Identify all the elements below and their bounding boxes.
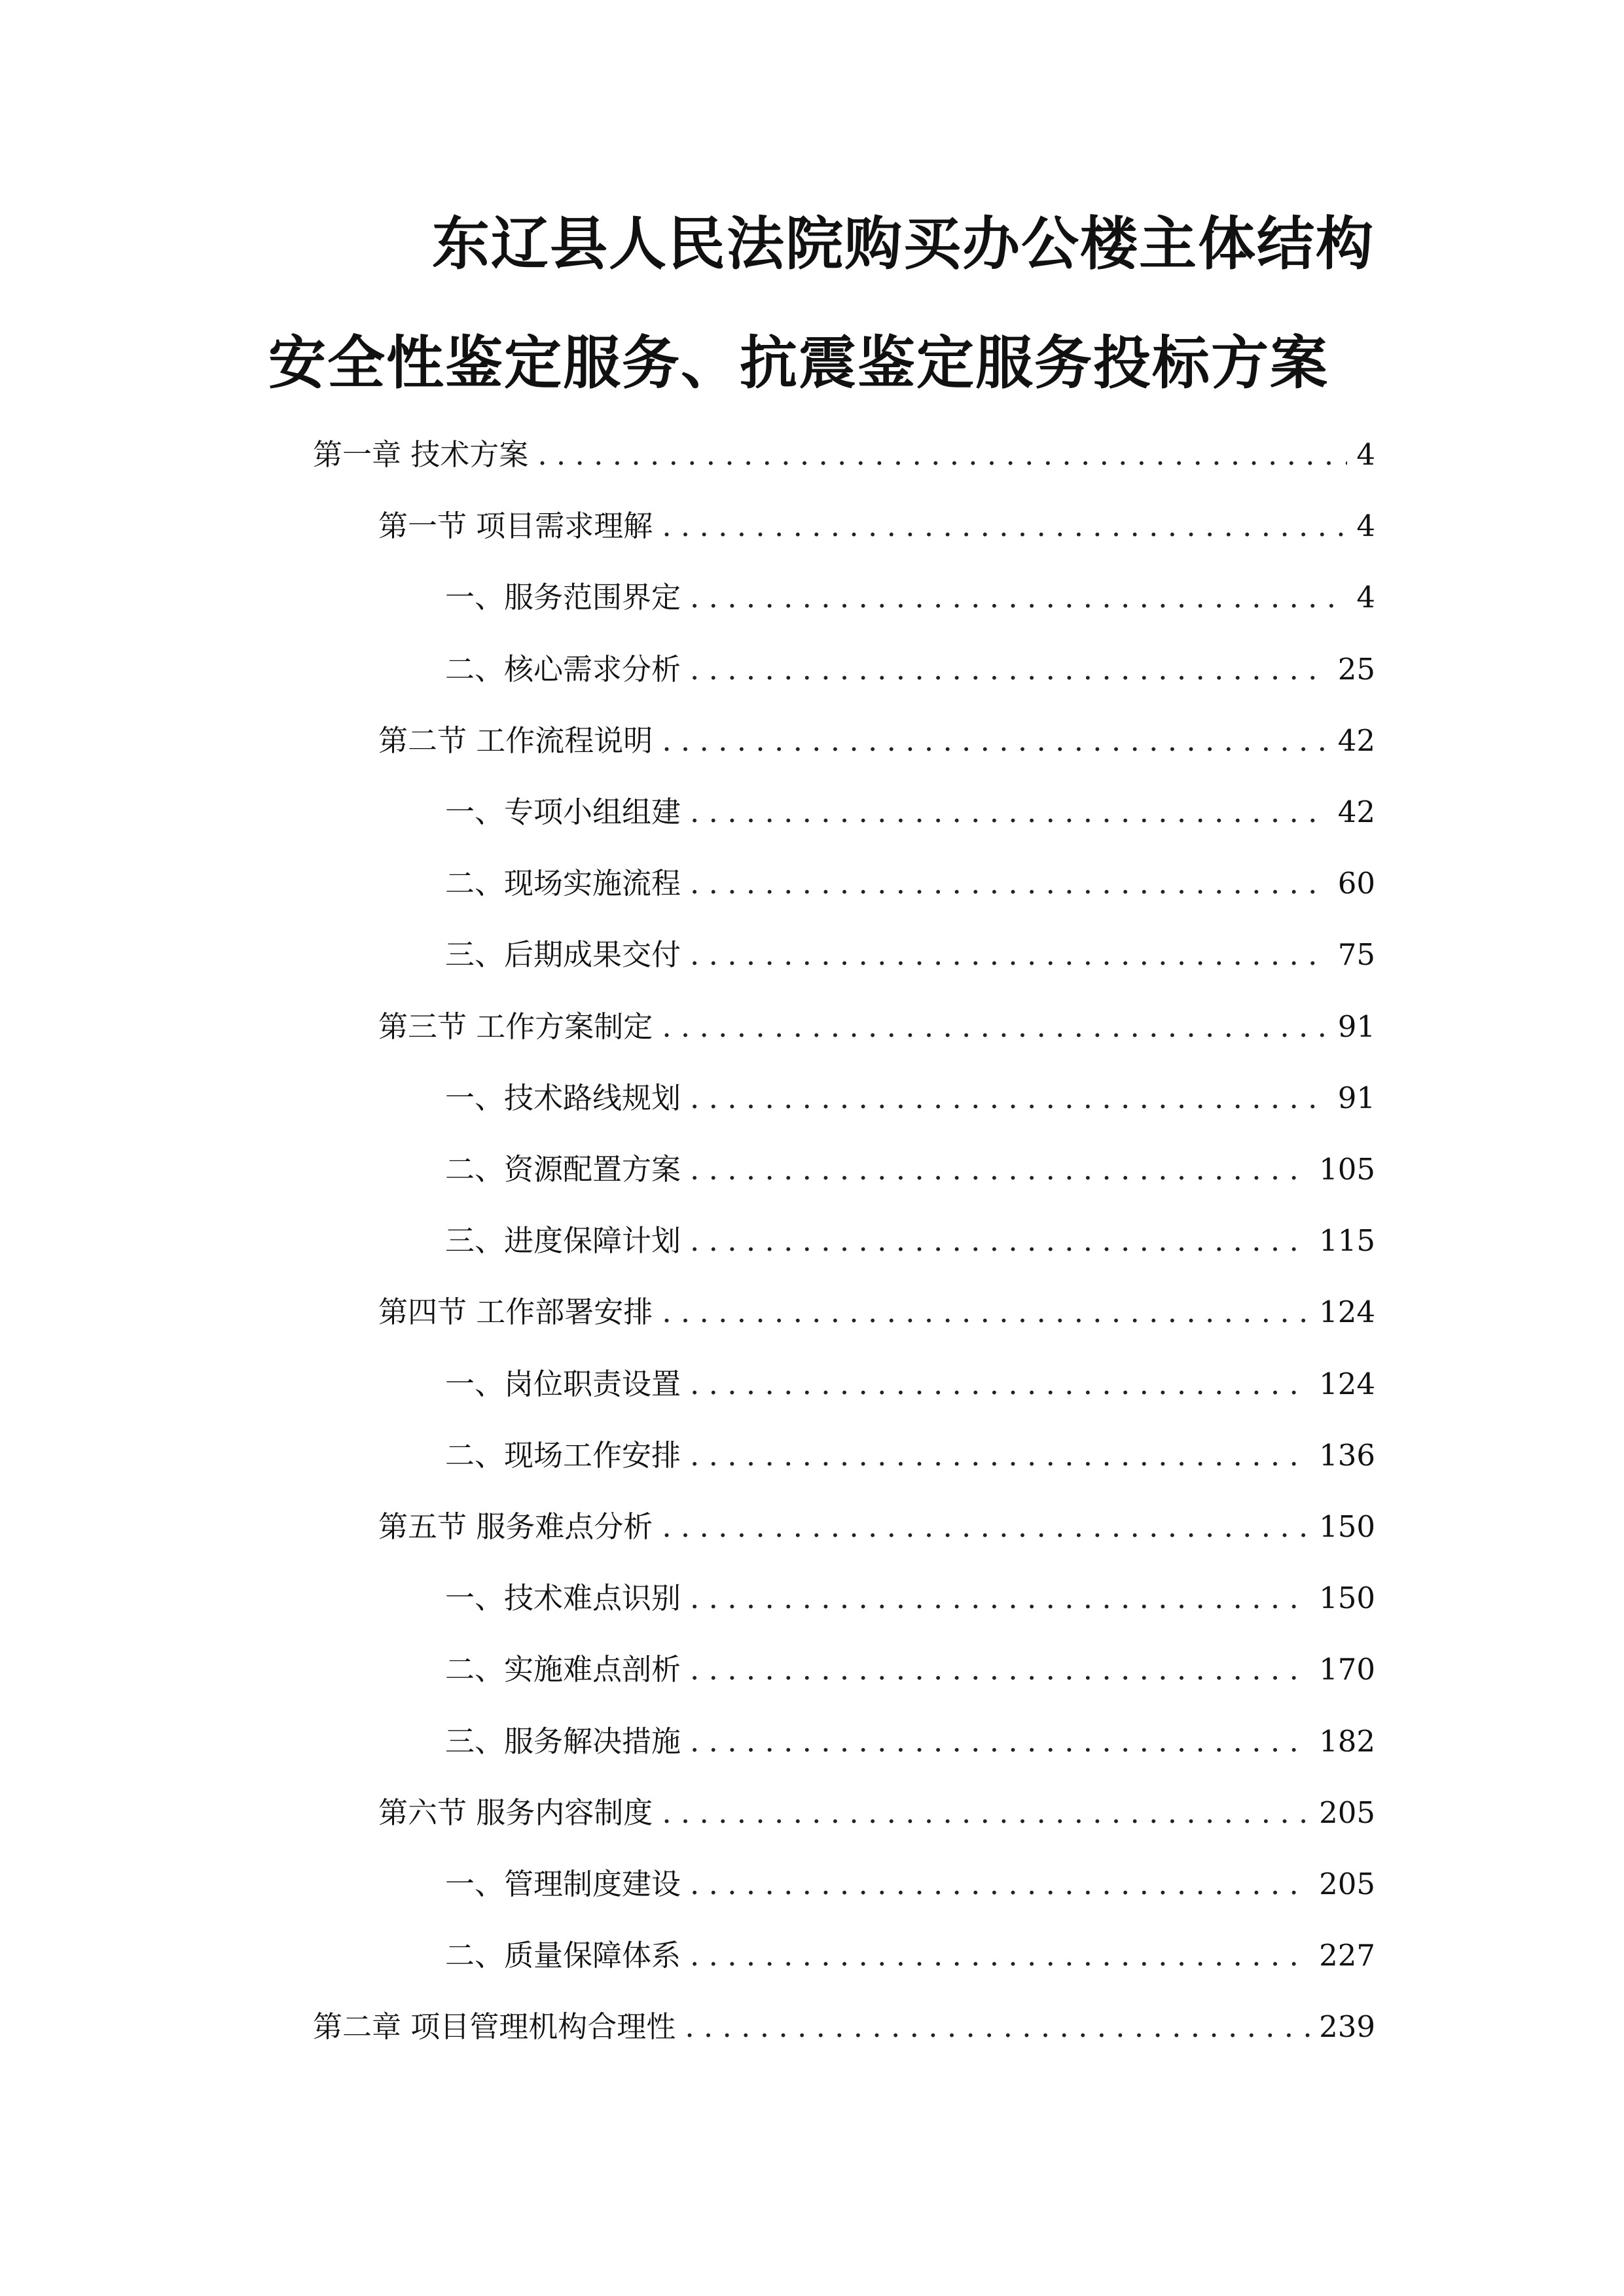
toc-dot-leader — [662, 1289, 1310, 1335]
toc-entry-page-number: 170 — [1319, 1652, 1375, 1687]
toc-entry[interactable] — [445, 1147, 1375, 1193]
toc-entry-label: 服务范围界定 — [504, 580, 681, 615]
toc-entry[interactable] — [445, 647, 1375, 692]
toc-entry-page-number: 4 — [1356, 509, 1375, 544]
toc-entry[interactable] — [445, 1361, 1375, 1407]
toc-entry-number: 一、 — [445, 1080, 505, 1115]
toc-entry[interactable] — [445, 861, 1375, 906]
toc-entry-label: 第二章 项目管理机构合理性 — [313, 2009, 676, 2045]
toc-dot-leader — [690, 1719, 1310, 1765]
toc-entry-label: 后期成果交付 — [504, 937, 681, 973]
toc-entry-number: 二、 — [445, 1652, 505, 1687]
toc-entry-page-number: 124 — [1319, 1366, 1375, 1401]
toc-entry[interactable] — [445, 1861, 1375, 1907]
toc-entry[interactable] — [445, 1075, 1375, 1121]
toc-entry-number: 一、 — [445, 1867, 505, 1901]
toc-entry-page-number: 115 — [1319, 1223, 1375, 1259]
toc-entry-page-number: 182 — [1319, 1723, 1375, 1759]
toc-entry-page-number: 60 — [1337, 866, 1375, 901]
toc-dot-leader — [537, 432, 1347, 478]
toc-dot-leader — [690, 1861, 1310, 1907]
toc-dot-leader — [690, 1433, 1310, 1479]
toc-dot-leader — [662, 1504, 1310, 1550]
toc-entry-page-number: 4 — [1356, 580, 1375, 615]
toc-entry-number: 一、 — [445, 1366, 505, 1401]
toc-entry-page-number: 205 — [1319, 1795, 1375, 1830]
toc-dot-leader — [690, 1075, 1329, 1121]
toc-entry-page-number: 42 — [1337, 723, 1375, 758]
toc-entry-label: 岗位职责设置 — [504, 1366, 681, 1401]
toc-dot-leader — [690, 575, 1347, 620]
toc-entry-label: 质量保障体系 — [504, 1938, 681, 1973]
toc-entry-label: 管理制度建设 — [504, 1867, 681, 1901]
toc-entry-page-number: 105 — [1319, 1152, 1375, 1187]
toc-entry-page-number: 25 — [1337, 651, 1375, 687]
toc-entry-label: 专项小组组建 — [504, 795, 681, 829]
toc-entry-number: 三、 — [445, 1723, 505, 1759]
toc-entry-page-number: 75 — [1337, 937, 1375, 973]
toc-dot-leader — [690, 1647, 1310, 1693]
toc-entry-label: 服务解决措施 — [504, 1723, 681, 1759]
toc-entry-label: 技术难点识别 — [504, 1581, 681, 1616]
toc-entry-number: 三、 — [445, 937, 505, 973]
toc-entry-page-number: 136 — [1319, 1437, 1375, 1473]
toc-entry-number: 二、 — [445, 1437, 505, 1473]
toc-dot-leader — [662, 503, 1347, 549]
toc-entry[interactable] — [445, 1933, 1375, 1979]
toc-entry-label: 现场实施流程 — [504, 866, 681, 901]
toc-entry[interactable] — [445, 932, 1375, 978]
toc-entry[interactable] — [378, 1004, 1375, 1050]
toc-entry-number: 一、 — [445, 1581, 505, 1616]
toc-entry-page-number: 91 — [1337, 1009, 1375, 1044]
toc-entry[interactable] — [445, 1719, 1375, 1765]
toc-dot-leader — [662, 1004, 1328, 1050]
toc-dot-leader — [690, 1575, 1310, 1621]
toc-entry[interactable] — [445, 1575, 1375, 1621]
toc-entry[interactable] — [445, 789, 1375, 835]
toc-entry-label: 第一章 技术方案 — [313, 437, 529, 472]
toc-entry[interactable] — [378, 1504, 1375, 1550]
toc-entry-page-number: 239 — [1319, 2009, 1375, 2045]
toc-entry[interactable] — [378, 503, 1375, 549]
toc-entry-label: 第四节 工作部署安排 — [378, 1295, 653, 1330]
toc-entry-number: 二、 — [445, 1152, 505, 1187]
toc-entry-label: 第五节 服务难点分析 — [378, 1509, 653, 1544]
toc-entry-page-number: 91 — [1337, 1080, 1375, 1115]
toc-entry-label: 第二节 工作流程说明 — [378, 723, 653, 758]
toc-entry-number: 二、 — [445, 1938, 505, 1973]
toc-dot-leader — [662, 718, 1328, 764]
toc-entry-number: 二、 — [445, 651, 505, 687]
toc-entry-number: 二、 — [445, 866, 505, 901]
toc-dot-leader — [690, 861, 1329, 906]
toc-entry-page-number: 42 — [1337, 795, 1375, 829]
toc-entry-page-number: 124 — [1319, 1295, 1375, 1330]
toc-dot-leader — [690, 1361, 1310, 1407]
toc-dot-leader — [690, 1218, 1310, 1264]
toc-entry-number: 一、 — [445, 795, 505, 829]
toc-dot-leader — [690, 789, 1329, 835]
toc-dot-leader — [690, 1147, 1310, 1193]
toc-entry-label: 第三节 工作方案制定 — [378, 1009, 653, 1044]
toc-entry-label: 核心需求分析 — [504, 651, 681, 687]
toc-entry-label: 第六节 服务内容制度 — [378, 1795, 653, 1830]
toc-entry[interactable] — [378, 1790, 1375, 1836]
toc-dot-leader — [685, 2004, 1310, 2050]
toc-entry[interactable] — [445, 1218, 1375, 1264]
toc-entry-page-number: 205 — [1319, 1867, 1375, 1901]
toc-dot-leader — [690, 1933, 1310, 1979]
toc-entry[interactable] — [378, 1289, 1375, 1335]
toc-dot-leader — [690, 932, 1329, 978]
toc-entry-label: 第一节 项目需求理解 — [378, 509, 653, 544]
toc-dot-leader — [690, 647, 1329, 692]
toc-entry-page-number: 150 — [1319, 1509, 1375, 1544]
toc-entry-page-number: 4 — [1356, 437, 1375, 472]
document-title-line-1: 东辽县人民法院购买办公楼主体结构 — [431, 210, 1375, 278]
toc-entry-page-number: 150 — [1319, 1581, 1375, 1616]
toc-entry-label: 技术路线规划 — [504, 1080, 681, 1115]
toc-entry-number: 一、 — [445, 580, 505, 615]
toc-entry[interactable] — [313, 2004, 1375, 2050]
toc-dot-leader — [662, 1790, 1310, 1836]
toc-entry-label: 现场工作安排 — [504, 1437, 681, 1473]
toc-entry-page-number: 227 — [1319, 1938, 1375, 1973]
toc-entry-label: 实施难点剖析 — [504, 1652, 681, 1687]
toc-entry[interactable] — [378, 718, 1375, 764]
toc-entry-number: 三、 — [445, 1223, 505, 1259]
toc-entry[interactable] — [313, 432, 1375, 478]
toc-entry[interactable] — [445, 1647, 1375, 1693]
toc-entry[interactable] — [445, 575, 1375, 620]
toc-entry-label: 资源配置方案 — [504, 1152, 681, 1187]
toc-entry[interactable] — [445, 1433, 1375, 1479]
toc-entry-label: 进度保障计划 — [504, 1223, 681, 1259]
document-title-line-2: 安全性鉴定服务、抗震鉴定服务投标方案 — [268, 329, 1329, 397]
